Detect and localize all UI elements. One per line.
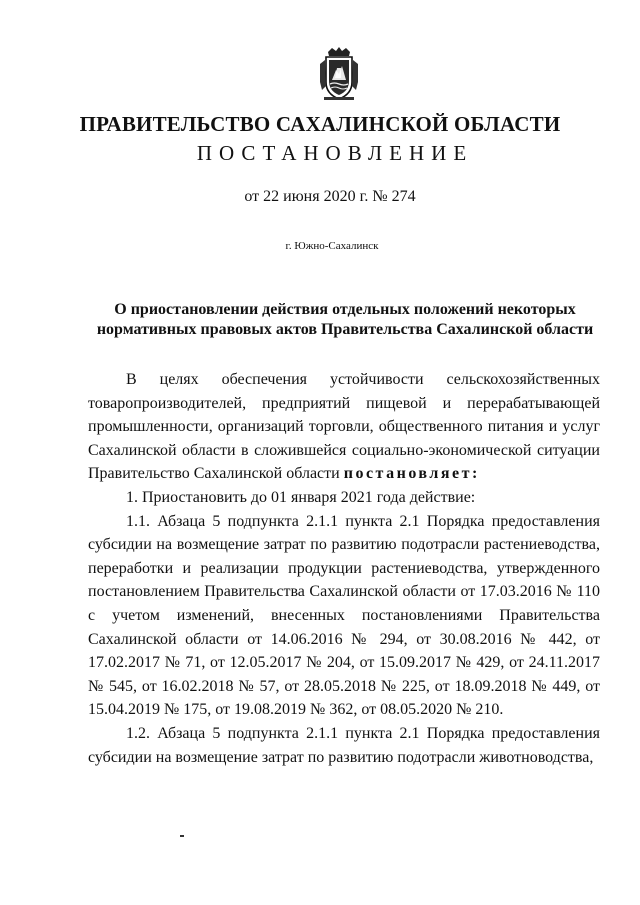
preamble-paragraph [88, 368, 600, 486]
document-date-number: от 22 июня 2020 г. № 274 [244, 188, 416, 205]
item-1-paragraph: 1. Приостановить до 01 января 2021 года действие: [126, 488, 476, 506]
item-1-2-paragraph: 1.2. Абзаца 5 подпункта 2.1.1 пункта 2.1 Порядка предоставления субсидии на возмещение затрат по развитию подотрасли животноводства, [88, 724, 600, 766]
scan-speck [180, 835, 184, 837]
document-city: г. Южно-Сахалинск [285, 240, 379, 252]
document-subject [80, 300, 610, 340]
organization-title: ПРАВИТЕЛЬСТВО САХАЛИНСКОЙ ОБЛАСТИ [79, 112, 561, 136]
decree-word: постановляет: [343, 465, 480, 483]
document-type: ПОСТАНОВЛЕНИЕ [196, 141, 474, 165]
document-body [88, 368, 600, 769]
coat-of-arms-icon [318, 46, 360, 102]
preamble-text: В целях обеспечения устойчивости сельскохозяйственных товаропроизводителей, предприятий пищевой и перерабатывающей промышленности, организаций торговли, общественного питания и услуг Сахалинской области в сложившейся социально-экономической ситуации Правительство Сахалинской области [88, 371, 600, 483]
subject-line-2: нормативных правовых актов Правительства Сахалинской области [96, 321, 594, 338]
subject-line-1: О приостановлении действия отдельных положений некоторых [114, 301, 576, 318]
item-1-1-paragraph: 1.1. Абзаца 5 подпункта 2.1.1 пункта 2.1 Порядка предоставления субсидии на возмещение затрат по развитию подотрасли растениеводства, переработки и реализации продукции растениеводства, утвержденного постановлением Правительства Сахалинской области от 17.03.2016 № 110 с учетом изменений, внесенных постановлениями Правительства Сахалинской области от 14.06.2016 № 294, от 30.08.2016 № 442, от 17.02.2017 № 71, от 12.05.2017 № 204, от 15.09.2017 № 429, от 24.11.2017 № 545, от 16.02.2018 № 57, от 28.05.2018 № 225, от 18.09.2018 № 449, от 15.04.2019 № 175, от 19.08.2019 № 362, от 08.05.2020 № 210. [88, 512, 600, 719]
